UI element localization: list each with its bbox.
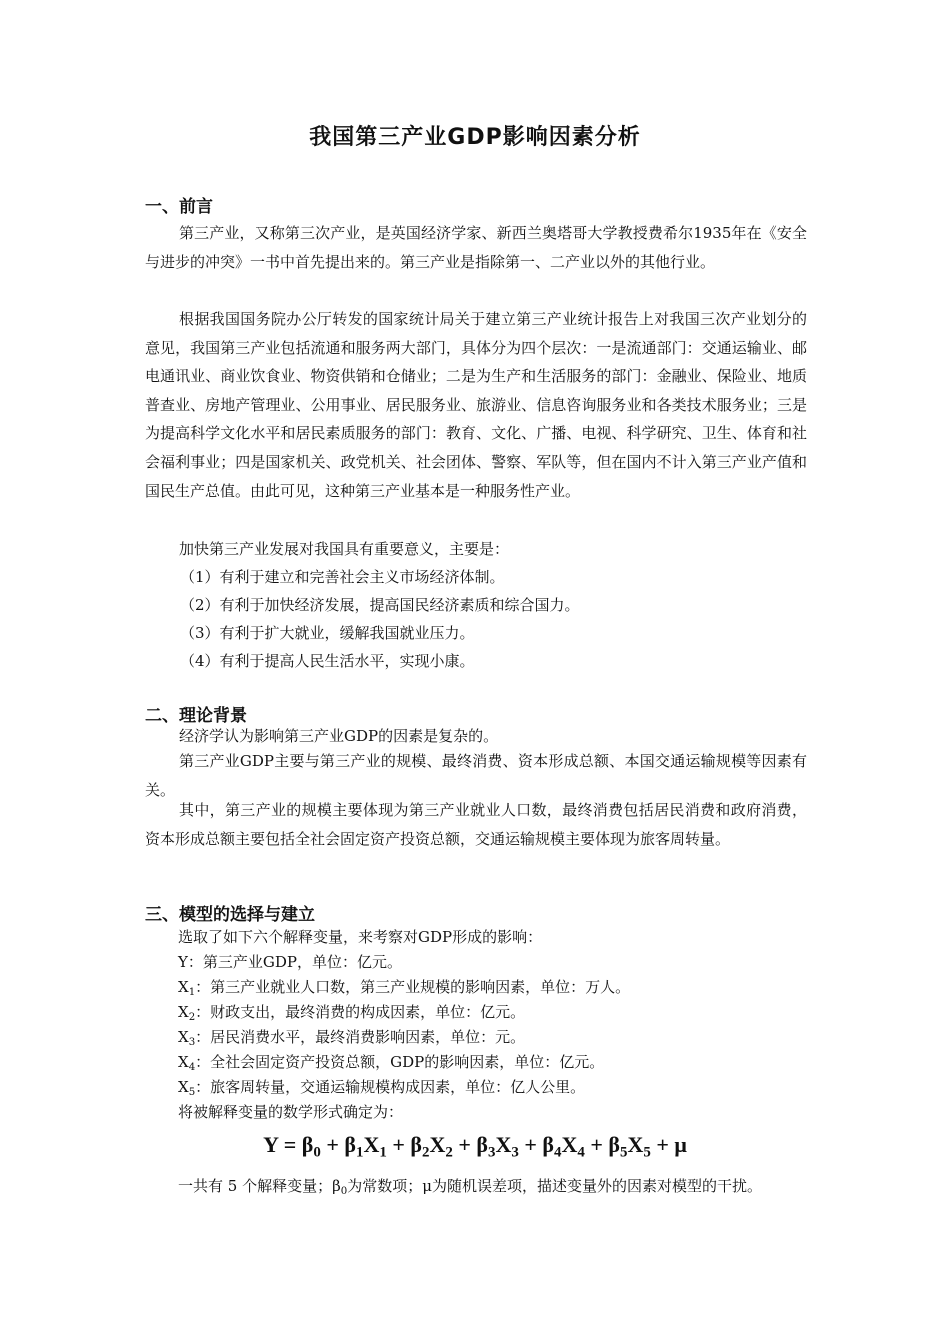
variable-x5-definition: $X_5$：旅客周转量，交通运输规模构成因素，单位：亿人公里。 bbox=[178, 1078, 586, 1099]
section-heading-preface: 一、前言 bbox=[145, 197, 213, 217]
theory-paragraph-1: 经济学认为影响第三产业GDP的因素是复杂的。 bbox=[179, 727, 499, 745]
variable-x4-definition: $X_4$：全社会固定资产投资总额，GDP的影响因素，单位：亿元。 bbox=[178, 1053, 605, 1074]
variable-y-definition: Y：第三产业GDP，单位：亿元。 bbox=[178, 953, 403, 971]
theory-paragraph-3: 其中，第三产业的规模主要体现为第三产业就业人口数，最终消费包括居民消费和政府消费，资本形成总额主要包括全社会固定资产投资总额，交通运输规模主要体现为旅客周转量。 bbox=[145, 801, 807, 848]
preface-paragraph-2: 根据我国国务院办公厅转发的国家统计局关于建立第三产业统计报告上对我国三次产业划分的意见，我国第三产业包括流通和服务两大部门，具体分为四个层次：一是流通部门：交通运输业、邮电通讯业、商业饮食业、物资供销和仓储业；二是为生产和生活服务的部门：金融业、保险业、地质普查业、房地产管理业、公用事业、居民服务业、旅游业、信息咨询服务业和各类技术服务业；三是为提高科学文化水平和居民素质服务的部门：教育、文化、广播、电视、科学研究、卫生、体育和社会福利事业；四是国家机关、政党机关、社会团体、警察、军队等，但在国内不计入第三产业产值和国民生产总值。由此可见，这种第三产业基本是一种服务性产业。 bbox=[145, 310, 807, 500]
variable-x3-definition: $X_3$：居民消费水平，最终消费影响因素，单位：元。 bbox=[178, 1028, 526, 1049]
preface-paragraph-3: 加快第三产业发展对我国具有重要意义，主要是： bbox=[179, 540, 510, 558]
theory-paragraph-2: 第三产业GDP主要与第三产业的规模、最终消费、资本形成总额、本国交通运输规模等因素有关。 bbox=[145, 752, 807, 799]
model-intro: 选取了如下六个解释变量，来考察对GDP形成的影响： bbox=[178, 928, 543, 946]
list-item: （1）有利于建立和完善社会主义市场经济体制。 bbox=[180, 568, 505, 586]
list-item: （3）有利于扩大就业，缓解我国就业压力。 bbox=[180, 624, 475, 642]
formula-intro: 将被解释变量的数学形式确定为： bbox=[178, 1103, 404, 1121]
list-item: （4）有利于提高人民生活水平，实现小康。 bbox=[180, 652, 475, 670]
section-heading-theory: 二、理论背景 bbox=[145, 706, 247, 726]
formula-explanation: 一共有 5 个解释变量；$\beta_0$为常数项；μ为随机误差项，描述变量外的因素对模型的干扰。 bbox=[178, 1177, 763, 1198]
list-item: （2）有利于加快经济发展，提高国民经济素质和综合国力。 bbox=[180, 596, 580, 614]
variable-x2-definition: $X_2$：财政支出，最终消费的构成因素，单位：亿元。 bbox=[178, 1003, 526, 1024]
preface-paragraph-1: 第三产业，又称第三次产业，是英国经济学家、新西兰奥塔哥大学教授费希尔1935年在《安全与进步的冲突》一书中首先提出来的。第三产业是指除第一、二产业以外的其他行业。 bbox=[145, 224, 807, 271]
page-title: 我国第三产业GDP影响因素分析 bbox=[309, 125, 641, 150]
regression-formula: $Y = \beta_0 + \beta_1X_1 + \beta_2X_2 + \beta_3X_3 + \beta_4X_4 + \beta_5X_5 + \mu$ bbox=[263, 1132, 687, 1161]
section-heading-model: 三、模型的选择与建立 bbox=[145, 905, 315, 925]
variable-x1-definition: $X_1$：第三产业就业人口数，第三产业规模的影响因素，单位：万人。 bbox=[178, 978, 631, 999]
